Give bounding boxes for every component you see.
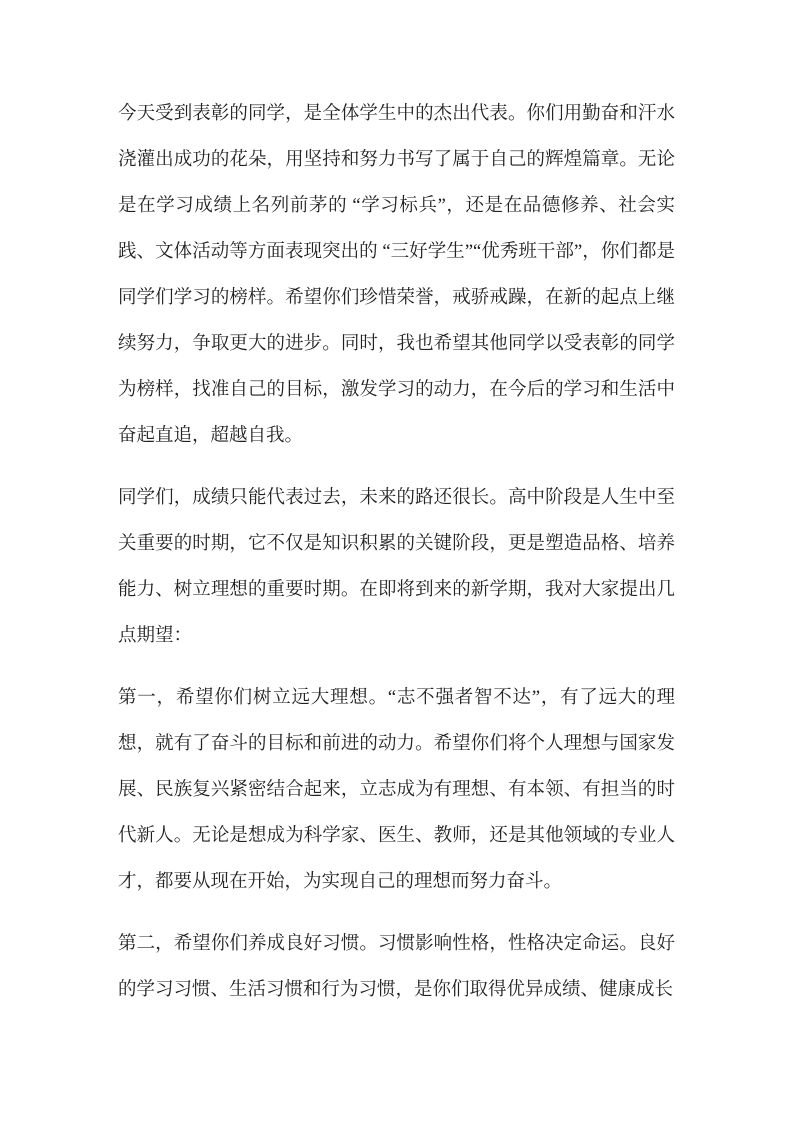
paragraph-transition: 同学们，成绩只能代表过去，未来的路还很长。高中阶段是人生中至关重要的时期，它不仅是知识积累的关键阶段，更是塑造品格、培养能力、树立理想的重要时期。在即将到来的新学期，我对大家提出几点期望：	[118, 488, 675, 646]
paragraph-hope-first: 第一，希望你们树立远大理想。“志不强者智不达”，有了远大的理想，就有了奋斗的目标和前进的动力。希望你们将个人理想与国家发展、民族复兴紧密结合起来，立志成为有理想、有本领、有担当的时代新人。无论是想成为科学家、医生、教师，还是其他领域的专业人才，都要从现在开始，为实现自己的理想而努力奋斗。	[118, 688, 675, 892]
paragraph-hope-second: 第二，希望你们养成良好习惯。习惯影响性格，性格决定命运。良好的学习习惯、生活习惯和行为习惯，是你们取得优异成绩、健康成长	[118, 934, 675, 1000]
paragraph-commendation: 今天受到表彰的同学，是全体学生中的杰出代表。你们用勤奋和汗水浇灌出成功的花朵，用坚持和努力书写了属于自己的辉煌篇章。无论是在学习成绩上名列前茅的 “学习标兵”，还是在品德修养、社会实践、文体活动等方面表现突出的 “三好学生”“优秀班干部”，你们都是同学们学习的榜样。希望你们珍惜荣誉，戒骄戒躁，在新的起点上继续努力，争取更大的进步。同时，我也希望其他同学以受表彰的同学为榜样，找准自己的目标，激发学习的动力，在今后的学习和生活中奋起直追，超越自我。	[118, 104, 675, 446]
